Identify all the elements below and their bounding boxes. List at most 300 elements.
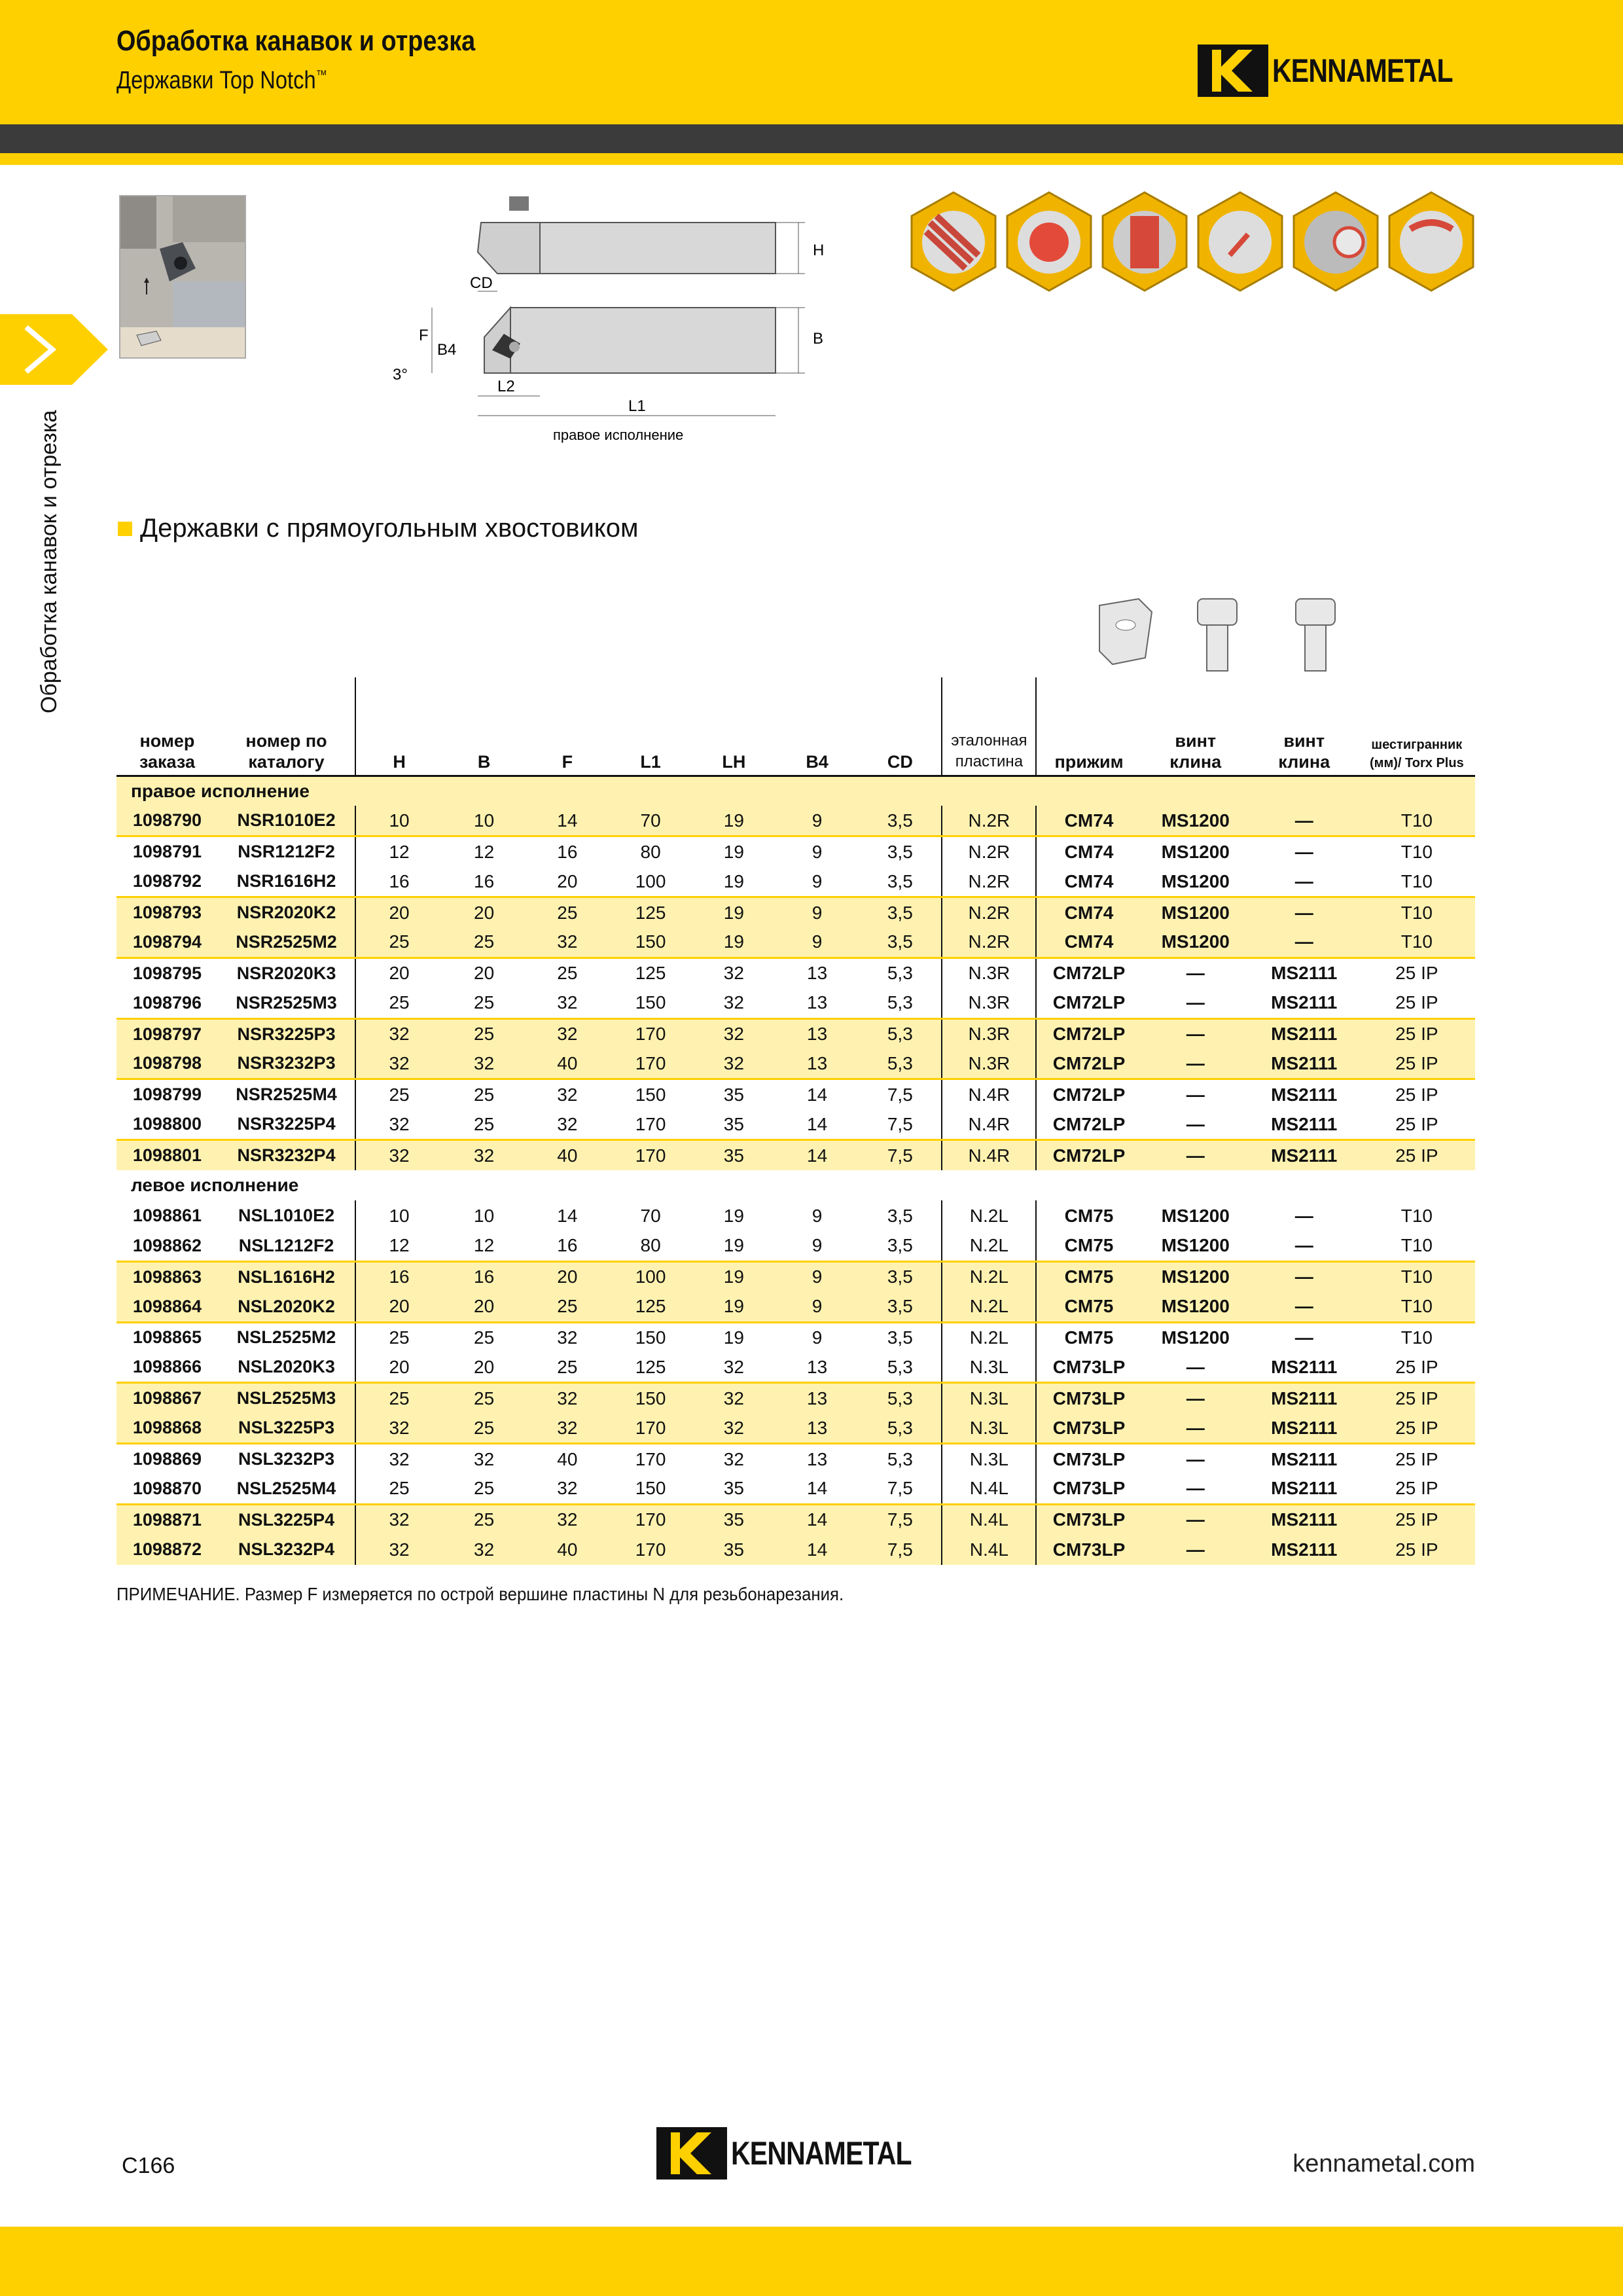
cell-clamp: CM72LP — [1036, 1018, 1141, 1049]
cell-ws2: MS2111 — [1250, 1018, 1359, 1049]
cell-clamp: CM72LP — [1036, 1140, 1141, 1170]
cell-ws2: MS2111 — [1250, 1474, 1359, 1504]
cell-L1: 170 — [609, 1413, 692, 1443]
cell-LH: 19 — [723, 1327, 744, 1348]
cell-CD: 3,5 — [859, 927, 942, 958]
cell-H: 25 — [355, 1474, 442, 1504]
cell-hex: T10 — [1359, 1261, 1475, 1291]
cell-H: 20 — [355, 897, 442, 927]
cell-ws2: MS2111 — [1250, 1109, 1359, 1139]
cell-B: 25 — [442, 1109, 526, 1139]
cell-hex: 25 IP — [1359, 1140, 1475, 1170]
cell-B4: 9 — [776, 1231, 859, 1261]
cell-LH: 19 — [692, 897, 776, 927]
cell-CD: 5,3 — [859, 1383, 942, 1413]
cell-CD: 3,5 — [887, 1327, 913, 1348]
cell-clamp: CM72LP — [1036, 1079, 1141, 1109]
cell-ws2: — — [1250, 897, 1359, 927]
col-wedge-screw: винт клина — [1141, 677, 1250, 776]
cell-cat: NSL2020K2 — [218, 1292, 355, 1322]
cell-insert: N.3R — [942, 1049, 1036, 1079]
cell-B4: 14 — [776, 1504, 859, 1534]
page-number: C166 — [122, 2153, 175, 2178]
cell-insert: N.2R — [942, 806, 1036, 836]
cell-CD: 5,3 — [859, 1018, 942, 1049]
cell-order: 1098868 — [116, 1413, 218, 1443]
cell-H: 25 — [355, 1322, 442, 1352]
cell-hex: 25 IP — [1359, 1018, 1475, 1049]
cell-F: 32 — [526, 988, 609, 1018]
cell-L1: 80 — [609, 1231, 692, 1261]
cell-insert: N.3R — [942, 1018, 1036, 1049]
cell-ws: MS1200 — [1141, 806, 1250, 836]
cell-B: 12 — [442, 1231, 526, 1261]
cell-cat: NSR1212F2 — [238, 842, 335, 862]
cell-order: 1098800 — [116, 1109, 218, 1139]
cell-hex: T10 — [1359, 867, 1475, 897]
table-row — [116, 806, 1475, 836]
cell-ws: — — [1141, 988, 1250, 1018]
cell-H: 20 — [355, 958, 442, 988]
cell-ws: MS1200 — [1141, 1231, 1250, 1261]
wedge-screw-icon — [1198, 599, 1237, 671]
cell-F: 20 — [526, 1261, 609, 1291]
cell-insert: N.4R — [942, 1109, 1036, 1139]
cell-order: 1098790 — [116, 806, 218, 836]
cell-insert: N.2L — [942, 1261, 1036, 1291]
cell-order: 1098861 — [132, 1206, 202, 1226]
holders-table — [116, 677, 1475, 1565]
cell-H: 12 — [355, 836, 442, 867]
dim-angle-label: 3° — [393, 366, 408, 384]
cell-F: 32 — [526, 927, 609, 958]
cell-H: 12 — [355, 1231, 442, 1261]
cell-CD: 5,3 — [859, 1413, 942, 1443]
cell-B4: 9 — [812, 1327, 823, 1348]
cell-insert: N.4L — [942, 1535, 1036, 1565]
cell-order: 1098792 — [116, 867, 218, 897]
cell-cat: NSL1010E2 — [238, 1206, 335, 1226]
cell-ws: — — [1141, 1049, 1250, 1079]
cell-L1: 70 — [609, 806, 692, 836]
section-label: левое исполнение — [131, 1175, 299, 1196]
cell-order: 1098799 — [132, 1085, 202, 1105]
table-row — [116, 988, 1475, 1018]
cell-cat: NSL1616H2 — [218, 1261, 355, 1291]
cell-cat: NSR2020K3 — [236, 963, 336, 983]
cell-F: 16 — [557, 841, 578, 862]
cell-hex: T10 — [1359, 1231, 1475, 1261]
cell-LH: 19 — [692, 806, 776, 836]
col-lh: LH — [692, 677, 776, 776]
cell-order: 1098793 — [116, 897, 218, 927]
cell-insert: N.3R — [942, 958, 1036, 988]
cell-order: 1098867 — [116, 1383, 218, 1413]
cell-cat: NSL3232P3 — [238, 1449, 335, 1469]
cell-insert: N.3L — [942, 1383, 1036, 1413]
col-f: F — [526, 677, 609, 776]
cell-CD: 7,5 — [859, 1504, 942, 1534]
cell-B: 32 — [442, 1140, 526, 1170]
cell-H: 16 — [355, 867, 442, 897]
cell-B4: 13 — [776, 988, 859, 1018]
col-insert: эталонная пластина — [942, 677, 1036, 776]
cell-L1: 150 — [609, 1383, 692, 1413]
cell-LH: 32 — [692, 1413, 776, 1443]
cell-order: 1098863 — [116, 1261, 218, 1291]
application-photo — [119, 195, 246, 359]
cell-insert: N.4R — [942, 1079, 1036, 1109]
cell-order: 1098865 — [132, 1327, 202, 1348]
cell-B4: 13 — [807, 1448, 828, 1469]
cell-H: 20 — [355, 1292, 442, 1322]
cell-order: 1098862 — [116, 1231, 218, 1261]
cell-clamp: CM75 — [1036, 1231, 1141, 1261]
cell-B: 25 — [474, 1327, 495, 1348]
page-subtitle — [116, 67, 327, 95]
cell-insert: N.3L — [942, 1413, 1036, 1443]
cell-clamp: CM75 — [1036, 1292, 1141, 1322]
cell-H: 25 — [355, 1079, 442, 1109]
cell-F: 25 — [526, 897, 609, 927]
cell-H: 25 — [355, 1383, 442, 1413]
cell-CD: 5,3 — [859, 1352, 942, 1382]
cell-LH: 35 — [692, 1474, 776, 1504]
col-order: номер заказа — [116, 677, 218, 776]
table-row — [116, 1292, 1475, 1322]
cell-order: 1098866 — [116, 1352, 218, 1382]
cell-ws2: MS2111 — [1271, 1448, 1338, 1469]
cell-ws2: — — [1250, 867, 1359, 897]
grooving-icon — [1007, 192, 1091, 291]
cell-B4: 14 — [776, 1474, 859, 1504]
cell-LH: 19 — [692, 1292, 776, 1322]
cell-F: 25 — [557, 963, 578, 984]
cell-ws: MS1200 — [1141, 927, 1250, 958]
cell-clamp: CM74 — [1036, 836, 1141, 867]
cell-order: 1098869 — [132, 1449, 202, 1469]
cell-ws: MS1200 — [1161, 841, 1230, 862]
cell-insert: N.2R — [942, 897, 1036, 927]
cell-B4: 14 — [776, 1140, 859, 1170]
section-row — [116, 1170, 1475, 1200]
table-row — [116, 1322, 1475, 1352]
cell-CD: 3,5 — [859, 806, 942, 836]
cell-insert: N.3L — [942, 1352, 1036, 1382]
cell-B: 25 — [442, 1018, 526, 1049]
cell-hex: T10 — [1359, 897, 1475, 927]
cell-ws2: MS2111 — [1271, 1084, 1338, 1105]
cell-F: 32 — [526, 1383, 609, 1413]
cell-ws: MS1200 — [1161, 1205, 1230, 1226]
dim-b-label: B — [813, 330, 824, 348]
dim-f-label: F — [419, 327, 429, 344]
cell-B: 32 — [442, 1535, 526, 1565]
cell-hex: T10 — [1400, 1205, 1433, 1226]
clamp-icon — [1099, 599, 1152, 664]
cell-LH: 32 — [723, 963, 744, 984]
cell-LH: 32 — [692, 1049, 776, 1079]
cell-cat: NSR3232P3 — [218, 1049, 355, 1079]
cell-ws: — — [1186, 1448, 1205, 1469]
table-row — [116, 1261, 1475, 1291]
face-grooving-icon — [1198, 192, 1282, 291]
cell-B: 32 — [474, 1448, 495, 1469]
cell-cat: NSL2525M3 — [218, 1383, 355, 1413]
cell-ws2: MS2111 — [1250, 988, 1359, 1018]
cell-H: 32 — [355, 1444, 442, 1474]
cell-ws: — — [1141, 1504, 1250, 1534]
cell-F: 40 — [526, 1140, 609, 1170]
cell-ws: — — [1141, 1535, 1250, 1565]
cell-insert: N.2L — [942, 1200, 1036, 1230]
cell-cat: NSR1616H2 — [218, 867, 355, 897]
cell-hex: T10 — [1359, 1292, 1475, 1322]
cell-ws2: MS2111 — [1250, 1140, 1359, 1170]
cell-L1: 170 — [635, 1448, 666, 1469]
turning-icon — [1294, 192, 1378, 291]
cell-insert: N.3R — [942, 988, 1036, 1018]
header-thin-stripe — [0, 153, 1623, 165]
cell-order: 1098870 — [116, 1474, 218, 1504]
cell-cat: NSL2525M2 — [236, 1327, 336, 1348]
cell-L1: 150 — [609, 927, 692, 958]
cell-ws2: MS2111 — [1271, 963, 1338, 984]
cell-B4: 14 — [807, 1084, 828, 1105]
cell-ws2: MS2111 — [1250, 1352, 1359, 1382]
dim-l2-label: L2 — [497, 378, 515, 395]
cell-ws: — — [1141, 1018, 1250, 1049]
side-chevron-icon — [0, 314, 108, 385]
cell-CD: 5,3 — [887, 963, 913, 984]
cell-L1: 150 — [609, 1474, 692, 1504]
cell-B: 25 — [442, 1474, 526, 1504]
cell-B: 16 — [442, 867, 526, 897]
cell-cat: NSR1010E2 — [218, 806, 355, 836]
cell-B: 20 — [442, 1292, 526, 1322]
cell-F: 25 — [526, 1292, 609, 1322]
holder-drawing — [386, 183, 844, 445]
application-icons — [906, 190, 1476, 295]
cell-F: 14 — [557, 1205, 578, 1226]
col-h: H — [355, 677, 442, 776]
cell-clamp: CM73LP — [1036, 1383, 1141, 1413]
profiling-icon — [1103, 192, 1186, 291]
col-hex: шестигранник (мм)/ Torx Plus — [1359, 677, 1475, 776]
cell-LH: 32 — [692, 1383, 776, 1413]
cell-CD: 3,5 — [859, 867, 942, 897]
table-row — [116, 1474, 1475, 1504]
footer-logo — [656, 2127, 951, 2179]
cell-clamp: CM73LP — [1036, 1504, 1141, 1534]
side-label-text: Обработка канавок и отрезка — [37, 410, 62, 713]
cell-cat: NSR2020K2 — [218, 897, 355, 927]
cell-ws2: — — [1250, 1231, 1359, 1261]
table-body — [116, 776, 1475, 1565]
table-row — [116, 836, 1475, 867]
dim-l1-label: L1 — [628, 397, 646, 415]
table-row — [116, 927, 1475, 958]
cell-B4: 9 — [776, 1292, 859, 1322]
cell-hex: 25 IP — [1359, 1049, 1475, 1079]
cell-H: 16 — [355, 1261, 442, 1291]
cell-hex: 25 IP — [1359, 1109, 1475, 1139]
cell-L1: 170 — [609, 1504, 692, 1534]
table-row — [116, 1109, 1475, 1139]
cell-F: 14 — [526, 806, 609, 836]
col-clamp: прижим — [1036, 677, 1141, 776]
cell-ws2: — — [1250, 1261, 1359, 1291]
cell-F: 16 — [526, 1231, 609, 1261]
cell-ws: — — [1141, 1109, 1250, 1139]
cell-L1: 150 — [635, 1327, 666, 1348]
table-row — [116, 867, 1475, 897]
page-title: Обработка канавок и отрезка — [116, 25, 476, 57]
cell-ws: — — [1186, 1084, 1205, 1105]
cell-insert: N.2R — [942, 867, 1036, 897]
cell-CD: 7,5 — [859, 1109, 942, 1139]
cell-cat: NSR3232P4 — [218, 1140, 355, 1170]
cell-H: 32 — [355, 1018, 442, 1049]
cell-CD: 7,5 — [859, 1140, 942, 1170]
cell-B: 25 — [442, 927, 526, 958]
cell-ws: — — [1141, 1383, 1250, 1413]
cell-B: 10 — [442, 806, 526, 836]
cell-ws: MS1200 — [1161, 1327, 1230, 1348]
cell-ws2: — — [1250, 1292, 1359, 1322]
cell-LH: 32 — [723, 1448, 744, 1469]
cell-B: 25 — [442, 988, 526, 1018]
cell-insert: N.2R — [942, 836, 1036, 867]
cell-clamp: CM75 — [1036, 1322, 1141, 1352]
cell-H: 32 — [355, 1535, 442, 1565]
cell-CD: 3,5 — [859, 1261, 942, 1291]
cell-ws2: — — [1294, 841, 1313, 862]
cell-ws2: MS2111 — [1250, 1383, 1359, 1413]
cell-hex: 25 IP — [1359, 1413, 1475, 1443]
cell-insert: N.3L — [942, 1444, 1036, 1474]
cell-F: 32 — [557, 1084, 578, 1105]
table-row — [116, 1140, 1475, 1170]
cell-ws2: — — [1294, 1327, 1313, 1348]
cell-clamp: CM75 — [1036, 1261, 1141, 1291]
yellow-square-icon — [118, 522, 132, 536]
cell-B: 32 — [442, 1049, 526, 1079]
table-row — [116, 1413, 1475, 1443]
cell-ws: MS1200 — [1141, 1292, 1250, 1322]
table-row — [116, 1352, 1475, 1382]
cell-cat: NSL1212F2 — [218, 1231, 355, 1261]
cell-F: 40 — [526, 1049, 609, 1079]
threading-icon — [912, 192, 995, 291]
cell-hex: 25 IP — [1359, 1504, 1475, 1534]
cell-ws2: MS2111 — [1250, 1504, 1359, 1534]
cell-clamp: CM72LP — [1036, 1109, 1141, 1139]
cell-ws: MS1200 — [1141, 867, 1250, 897]
cell-CD: 7,5 — [859, 1535, 942, 1565]
cell-CD: 5,3 — [859, 988, 942, 1018]
cell-CD: 3,5 — [887, 1205, 913, 1226]
footnote: ПРИМЕЧАНИЕ. Размер F измеряется по острой вершине пластины N для резьбонарезания. — [116, 1584, 844, 1604]
cell-H: 32 — [355, 1049, 442, 1079]
cell-B: 10 — [474, 1205, 495, 1226]
cell-LH: 35 — [692, 1504, 776, 1534]
cell-B4: 13 — [776, 1352, 859, 1382]
table-row — [116, 1504, 1475, 1534]
cell-B: 20 — [442, 897, 526, 927]
cell-L1: 170 — [609, 1535, 692, 1565]
dim-b4-label: B4 — [437, 341, 457, 359]
cell-B: 25 — [442, 1413, 526, 1443]
cell-B4: 9 — [776, 867, 859, 897]
cell-insert: N.2L — [942, 1322, 1036, 1352]
cell-order: 1098864 — [116, 1292, 218, 1322]
cell-F: 40 — [526, 1535, 609, 1565]
cell-LH: 32 — [692, 1018, 776, 1049]
cell-B4: 14 — [776, 1535, 859, 1565]
cell-B4: 14 — [776, 1109, 859, 1139]
cell-CD: 3,5 — [859, 897, 942, 927]
cell-F: 40 — [557, 1448, 578, 1469]
website-link[interactable]: kennametal.com — [1293, 2150, 1475, 2178]
cell-H: 32 — [355, 1504, 442, 1534]
cell-H: 10 — [355, 1200, 442, 1230]
cell-L1: 125 — [609, 1292, 692, 1322]
cell-clamp: CM73LP — [1036, 1444, 1141, 1474]
cell-cat: NSR2525M3 — [218, 988, 355, 1018]
cell-L1: 125 — [609, 1352, 692, 1382]
table-row — [116, 897, 1475, 927]
cell-cat: NSL2020K3 — [218, 1352, 355, 1382]
section-label: правое исполнение — [116, 776, 1475, 806]
cell-cat: NSL3225P4 — [218, 1504, 355, 1534]
cell-LH: 35 — [723, 1084, 744, 1105]
section-row — [116, 776, 1475, 806]
cell-F: 32 — [526, 1504, 609, 1534]
cell-B4: 13 — [807, 963, 828, 984]
cell-F: 32 — [526, 1018, 609, 1049]
cell-LH: 19 — [692, 1261, 776, 1291]
cell-LH: 35 — [692, 1109, 776, 1139]
cell-B: 25 — [442, 1383, 526, 1413]
cell-B: 16 — [442, 1261, 526, 1291]
cell-B4: 13 — [776, 1383, 859, 1413]
cell-B4: 13 — [776, 1413, 859, 1443]
cell-order: 1098798 — [116, 1049, 218, 1079]
table-row — [116, 1200, 1475, 1230]
cell-B4: 9 — [776, 806, 859, 836]
subtitle-text: Державки Top Notch — [116, 67, 316, 94]
cell-LH: 32 — [692, 1352, 776, 1382]
footer-brand-wordmark: KENNAMETAL — [731, 2135, 912, 2172]
cell-B: 25 — [442, 1504, 526, 1534]
cell-L1: 170 — [609, 1109, 692, 1139]
cell-ws: — — [1141, 1352, 1250, 1382]
cell-LH: 19 — [723, 841, 744, 862]
cell-insert: N.2R — [942, 927, 1036, 958]
table-row — [116, 1535, 1475, 1565]
cell-ws: MS1200 — [1141, 897, 1250, 927]
header-dark-stripe — [0, 124, 1623, 153]
drawing-caption: правое исполнение — [553, 427, 684, 443]
cell-CD: 7,5 — [859, 1474, 942, 1504]
cell-H: 32 — [355, 1109, 442, 1139]
cell-insert: N.4L — [942, 1504, 1036, 1534]
brand-wordmark: KENNAMETAL — [1272, 52, 1453, 89]
kennametal-k-icon — [1198, 45, 1268, 97]
cell-L1: 170 — [609, 1140, 692, 1170]
cell-ws2: MS2111 — [1250, 1049, 1359, 1079]
